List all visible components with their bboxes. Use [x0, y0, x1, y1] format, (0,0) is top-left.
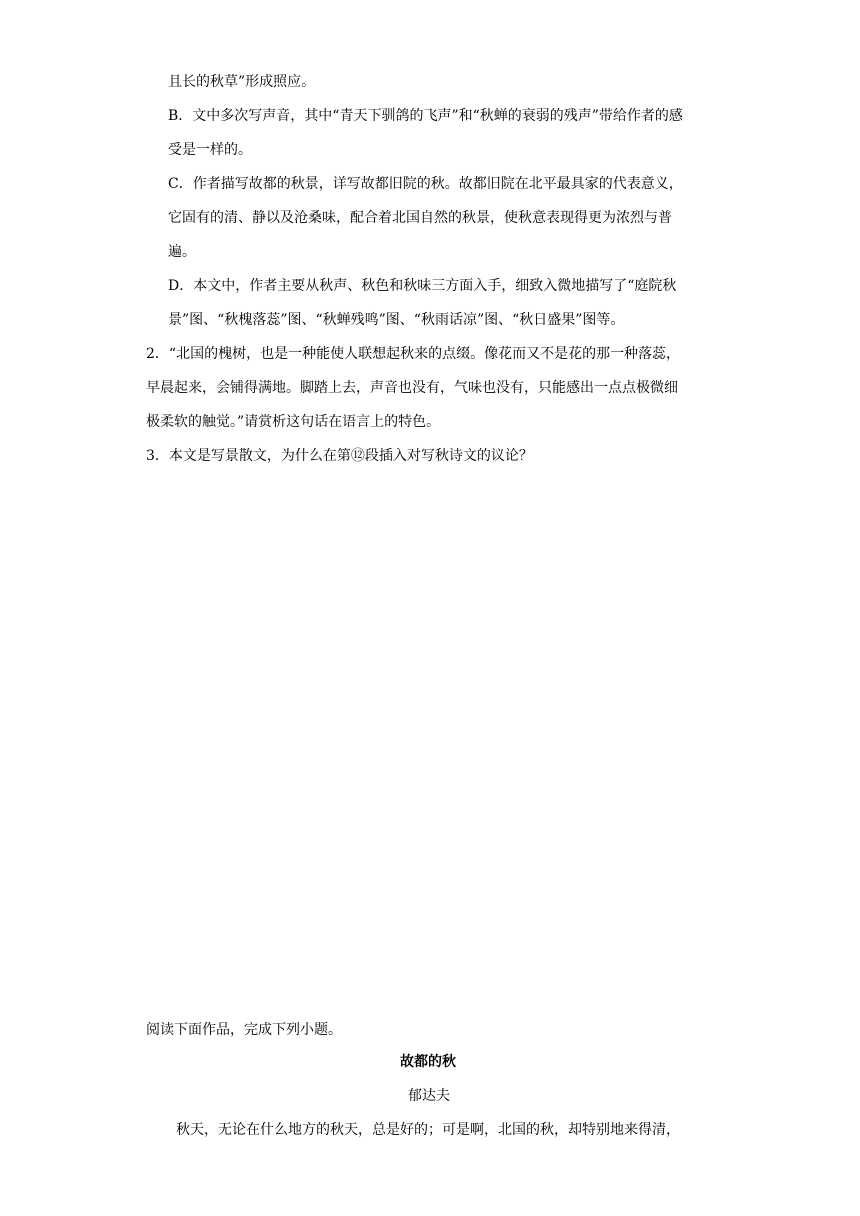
question-3: 3．本文是写景散文，为什么在第⑫段插入对写秋诗文的议论？ — [146, 448, 533, 464]
question-2-line-3: 极柔软的触觉。”请赏析这句话在语言上的特色。 — [146, 414, 441, 430]
option-b-line-1: B．文中多次写声音，其中“青天下驯鸽的飞声”和“秋蝉的衰弱的残声”带给作者的感 — [168, 108, 683, 124]
essay-first-line: 秋天，无论在什么地方的秋天，总是好的；可是啊，北国的秋，却特别地来得清， — [176, 1122, 680, 1138]
option-d-line-1: D．本文中，作者主要从秋声、秋色和秋味三方面入手，细致入微地描写了“庭院秋 — [168, 278, 677, 294]
reading-instruction: 阅读下面作品，完成下列小题。 — [146, 1022, 342, 1038]
option-c-line-1: C．作者描写故都的秋景，详写故都旧院的秋。故都旧院在北平最具家的代表意义， — [168, 176, 683, 192]
essay-author: 郁达夫 — [408, 1088, 450, 1104]
option-c-line-2: 它固有的清、静以及沧桑味，配合着北国自然的秋景，使秋意表现得更为浓烈与普 — [168, 210, 672, 226]
essay-title: 故都的秋 — [400, 1054, 456, 1070]
option-b-line-2: 受是一样的。 — [168, 142, 252, 158]
option-d-line-2: 景”图、“秋槐落蕊”图、“秋蝉残鸣”图、“秋雨话凉”图、“秋日盛果”图等。 — [168, 312, 625, 328]
option-a-tail: 且长的秋草”形成照应。 — [168, 74, 316, 90]
option-c-line-3: 遍。 — [168, 244, 196, 260]
question-2-line-1: 2．“北国的槐树，也是一种能使人联想起秋来的点缀。像花而又不是花的那一种落蕊， — [146, 346, 681, 362]
question-2-line-2: 早晨起来，会铺得满地。脚踏上去，声音也没有，气味也没有，只能感出一点点极微细 — [146, 380, 678, 396]
